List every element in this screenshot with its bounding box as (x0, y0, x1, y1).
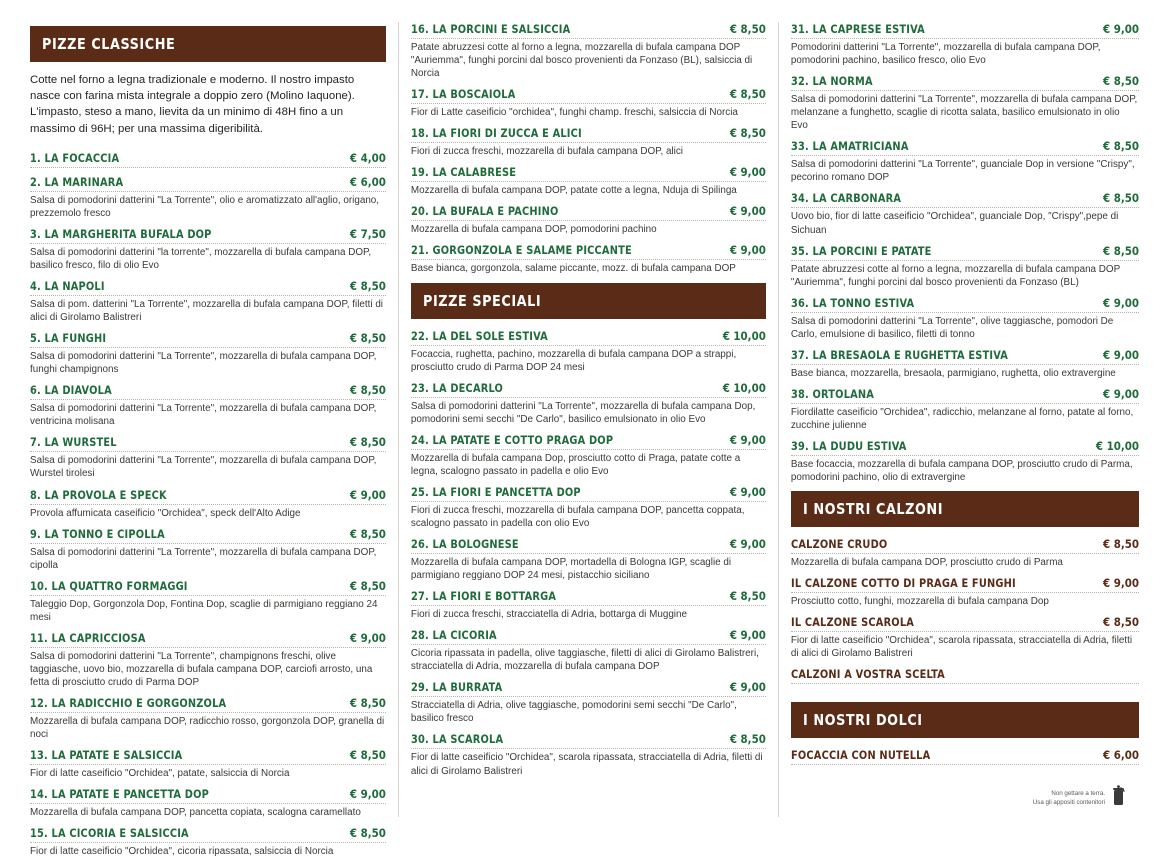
menu-item-head (411, 732, 766, 749)
menu-item-head (791, 348, 1139, 365)
menu-item-title: 5. LA FUNGHI (30, 331, 107, 346)
menu-item-description: Prosciutto cotto, funghi, mozzarella di bufala campana Dop (790, 596, 1049, 608)
menu-item (30, 527, 386, 572)
menu-item-price: € 8,50 (1103, 191, 1140, 206)
section-title: PIZZE SPECIALI (422, 291, 542, 310)
menu-item-title: 36. LA TONNO ESTIVA (790, 295, 915, 310)
menu-item-description: Mozzarella di bufala campana DOP, radicchio rosso, gorgonzola DOP, granella di noci (30, 716, 385, 741)
menu-item (791, 139, 1139, 184)
menu-item-title: FOCACCIA CON NUTELLA (790, 748, 931, 763)
section-header-pizze-speciali (411, 283, 766, 319)
menu-item (411, 87, 766, 119)
menu-item-price: € 9,00 (349, 787, 386, 802)
menu-item-description: Uovo bio, fior di latte caseificio "Orchidea", guanciale Dop, "Crispy",pepe di Sichuan (790, 211, 1119, 236)
classiche-item-list (30, 151, 386, 858)
menu-item (30, 631, 386, 689)
menu-item-description: Salsa di pom. datterini "La Torrente", mozzarella di bufala campana DOP, filetti di alici di Girolamo Balistreri (30, 299, 383, 324)
menu-item-description: Mozzarella di bufala campana DOP, patate cotte a legna, Nduja di Spilinga (410, 185, 737, 197)
menu-item-title: 15. LA CICORIA E SALSICCIA (30, 826, 189, 841)
menu-item-title: 31. LA CAPRESE ESTIVA (790, 22, 925, 36)
menu-item-head (411, 22, 766, 39)
menu-item-head (411, 165, 766, 182)
menu-item (791, 748, 1139, 765)
menu-item-title: 4. LA NAPOLI (30, 279, 105, 293)
menu-item-head (30, 331, 386, 348)
menu-item-head (30, 227, 386, 244)
menu-item-price: € 8,50 (349, 435, 386, 450)
calzoni-item-list (791, 537, 1139, 684)
menu-item-head (30, 383, 386, 400)
menu-item (791, 244, 1139, 289)
menu-item-price: € 8,50 (349, 383, 386, 398)
footer-line-1: Non gettare a terra. (1051, 790, 1106, 798)
speciali-item-list-cont (791, 22, 1139, 484)
menu-item-price: € 8,50 (349, 826, 386, 841)
menu-item-price: € 8,50 (1103, 139, 1140, 154)
menu-item-title: 26. LA BOLOGNESE (410, 537, 519, 551)
menu-item-description: Salsa di pomodorini datterini "La Torrente", mozzarella di bufala campana DOP, cipolla (30, 546, 377, 571)
menu-item-head (30, 579, 386, 596)
menu-item-title: 14. LA PATATE E PANCETTA DOP (30, 787, 210, 802)
menu-item (411, 589, 766, 621)
menu-item-description: Salsa di pomodorini datterini "La Torrente", mozzarella di bufala campana DOP, funghi champignons (30, 351, 377, 376)
menu-item (411, 243, 766, 275)
menu-item-price: € 8,50 (349, 578, 386, 593)
menu-item (30, 787, 386, 819)
menu-item (30, 175, 386, 220)
menu-item-title: 21. GORGONZOLA E SALAME PICCANTE (410, 243, 632, 258)
menu-item-head (411, 537, 766, 554)
menu-item-price: € 9,00 (729, 432, 766, 447)
menu-item-title: 38. ORTOLANA (790, 386, 874, 401)
menu-item-description: Salsa di pomodorini datterini "La Torrente", champignons freschi, olive taggiasche, uovo bio, mozzarella di bufala campana DOP, carciofi arrosto, una fetta di prosciutto crudo di Parma DOP (30, 650, 373, 688)
menu-item-title: 20. LA BUFALA E PACHINO (410, 204, 559, 219)
menu-item-price: € 10,00 (1095, 439, 1140, 453)
menu-item-description: Fiori di zucca freschi, mozzarella di bufala campana DOP, pancetta coppata, scalogno passato in padella con olio Evo (410, 504, 745, 529)
menu-item-price: € 8,50 (1103, 537, 1140, 552)
menu-item (791, 348, 1139, 380)
menu-item (411, 126, 766, 158)
menu-item (411, 433, 766, 478)
menu-item-price: € 6,00 (349, 174, 386, 189)
footer-line-2: Usa gli appositi contenitori (1032, 798, 1106, 806)
menu-item-price: € 4,00 (349, 150, 386, 165)
menu-item-title: 35. LA PORCINI E PATATE (790, 243, 932, 258)
menu-item-head (791, 387, 1139, 404)
menu-item-price: € 9,00 (1103, 576, 1140, 591)
menu-item-title: 32. LA NORMA (790, 74, 873, 89)
menu-item-description: Fiordilatte caseificio "Orchidea", radicchio, melanzane al forno, patate al forno, zucchine julienne (790, 406, 1134, 431)
section-title: I NOSTRI DOLCI (802, 711, 923, 730)
menu-item-title: 2. LA MARINARA (30, 174, 124, 189)
menu-item (411, 537, 766, 582)
menu-item-title: 3. LA MARGHERITA BUFALA DOP (30, 226, 212, 241)
menu-item-title: 16. LA PORCINI E SALSICCIA (410, 22, 571, 36)
menu-item-title: 19. LA CALABRESE (410, 165, 517, 180)
recycle-bin-icon (1111, 785, 1127, 807)
menu-item (411, 732, 766, 777)
menu-item-head (791, 22, 1139, 39)
menu-item-description: Patate abruzzesi cotte al forno a legna, mozzarella di bufala campana DOP "Auriemma", funghi porcini dal bosco provenienti da Fonzaso (BL), salsiccia di Norcia (410, 42, 753, 80)
menu-item-head (791, 296, 1139, 313)
menu-item-head (791, 667, 1139, 684)
menu-item (30, 435, 386, 480)
menu-item-price: € 9,00 (729, 484, 766, 499)
menu-item-price: € 9,00 (729, 628, 766, 643)
menu-item-price: € 8,50 (729, 22, 766, 36)
menu-item (30, 826, 386, 858)
menu-item-head (30, 175, 386, 192)
menu-item (30, 696, 386, 741)
menu-item-head (791, 537, 1139, 554)
menu-item (411, 485, 766, 530)
menu-item-head (30, 748, 386, 765)
menu-item-head (411, 243, 766, 260)
menu-item (30, 383, 386, 428)
menu-item (30, 227, 386, 272)
menu-item-price: € 8,50 (1103, 243, 1140, 258)
menu-item-head (411, 329, 766, 346)
section-header-dolci (791, 702, 1139, 738)
menu-item-price: € 9,00 (729, 243, 766, 258)
menu-item (791, 22, 1139, 67)
menu-item-title: 30. LA SCAROLA (410, 732, 504, 747)
menu-item-head (411, 680, 766, 697)
menu-item (791, 576, 1139, 608)
menu-item-price: € 9,00 (1103, 347, 1140, 362)
menu-item-title: IL CALZONE SCAROLA (790, 615, 914, 630)
menu-item (791, 296, 1139, 341)
menu-item-description: Fior di latte caseificio "Orchidea", patate, salsiccia di Norcia (30, 768, 290, 780)
menu-item-description: Fior di latte caseificio "Orchidea", cicoria ripassata, salsiccia di Norcia (30, 846, 334, 858)
menu-item (791, 191, 1139, 236)
menu-item-description: Pomodorini datterini "La Torrente", mozzarella di bufala campana DOP, pomodorini pachino, basilico fresco, olio Evo (790, 42, 1101, 67)
menu-item-title: 34. LA CARBONARA (790, 191, 901, 206)
menu-item-title: 23. LA DECARLO (410, 380, 503, 395)
menu-item-price: € 8,50 (349, 748, 386, 763)
menu-item-price: € 8,50 (349, 279, 386, 293)
menu-item-head (411, 433, 766, 450)
menu-item (791, 439, 1139, 484)
menu-item (411, 204, 766, 236)
menu-item-title: 39. LA DUDU ESTIVA (790, 439, 907, 453)
menu-item-head (30, 151, 386, 168)
menu-item-description: Fior di Latte caseificio "orchidea", funghi champ. freschi, salsiccia di Norcia (410, 107, 738, 119)
menu-item-head (30, 527, 386, 544)
menu-item-head (791, 748, 1139, 765)
column-three (778, 22, 1151, 817)
menu-item-title: 7. LA WURSTEL (30, 435, 117, 450)
menu-item (30, 151, 386, 168)
menu-item-price: € 8,50 (729, 87, 766, 102)
menu-item-head (791, 615, 1139, 632)
menu-item (30, 488, 386, 520)
menu-item-description: Cicoria ripassata in padella, olive taggiasche, filetti di alici di Girolamo Balistreri, stracciatella di Adria, mozzarella di bufala campana DOP (410, 648, 759, 673)
menu-item (30, 748, 386, 780)
dolci-item-list (791, 748, 1139, 765)
menu-item-price: € 9,00 (729, 537, 766, 551)
menu-item-title: 28. LA CICORIA (410, 628, 497, 643)
menu-item-description: Mozzarella di bufala campana DOP, prosciutto crudo di Parma (790, 557, 1063, 569)
menu-item-description: Mozzarella di bufala campana DOP, pancetta copiata, scalogna caramellato (30, 807, 361, 819)
menu-item-price: € 9,00 (729, 680, 766, 695)
menu-item-title: 9. LA TONNO E CIPOLLA (30, 526, 165, 541)
menu-item (411, 680, 766, 725)
menu-item-price: € 9,00 (1103, 295, 1140, 310)
menu-item-head (411, 589, 766, 606)
menu-item-title: 27. LA FIORI E BOTTARGA (410, 589, 557, 604)
menu-item-price: € 8,50 (1103, 615, 1140, 630)
menu-item-description: Patate abruzzesi cotte al forno a legna, mozzarella di bufala campana DOP "Auriemma", funghi porcini dal bosco provenienti da Fonzaso (BL) (790, 263, 1121, 288)
menu-item-description: Fior di latte caseificio "Orchidea", scarola ripassata, stracciatella di Adria, filetti di alici di Girolamo Balistreri (790, 635, 1133, 660)
menu-item (411, 22, 766, 80)
menu-item-title: 37. LA BRESAOLA E RUGHETTA ESTIVA (790, 347, 1008, 362)
menu-item (791, 615, 1139, 660)
menu-item-head (791, 244, 1139, 261)
section-title: PIZZE CLASSICHE (42, 35, 176, 53)
menu-item-price: € 9,00 (729, 204, 766, 219)
menu-item-head (791, 439, 1139, 456)
menu-item-title: 18. LA FIORI DI ZUCCA E ALICI (410, 126, 582, 141)
classiche-item-list-cont (411, 22, 766, 276)
menu-item-title: 12. LA RADICCHIO E GORGONZOLA (30, 696, 227, 710)
menu-item-head (791, 74, 1139, 91)
menu-item-head (411, 204, 766, 221)
menu-item-price: € 7,50 (349, 226, 386, 241)
menu-item (30, 331, 386, 376)
menu-item-description: Mozzarella di bufala campana Dop, prosciutto cotto di Praga, patate cotte a legna, scalogno passato in padella e olio Evo (410, 452, 741, 477)
menu-item (791, 537, 1139, 569)
menu-item-description: Salsa di pomodorini datterini "La Torrente", mozzarella di bufala campana Dop, pomodorini semi secchi "De Carlo", basilico emulsionato in olio Evo (410, 400, 756, 425)
menu-item-description: Mozzarella di bufala campana DOP, pomodorini pachino (410, 224, 657, 236)
menu-item-head (791, 576, 1139, 593)
menu-item-price: € 8,50 (349, 331, 386, 346)
menu-item-head (30, 787, 386, 804)
menu-item-title: CALZONI A VOSTRA SCELTA (790, 667, 945, 682)
menu-item-price: € 9,00 (1103, 386, 1140, 401)
menu-item-head (30, 826, 386, 843)
menu-item-price: € 10,00 (722, 380, 766, 395)
menu-item-title: 8. LA PROVOLA E SPECK (30, 487, 167, 502)
menu-item-description: Base bianca, gorgonzola, salame piccante, mozz. di bufala campana DOP (410, 263, 736, 275)
menu-item (411, 381, 766, 426)
menu-item-title: 11. LA CAPRICCIOSA (30, 630, 146, 645)
menu-item-head (791, 191, 1139, 208)
menu-item (791, 667, 1139, 684)
footer-note (1033, 785, 1127, 807)
menu-item-title: 33. LA AMATRICIANA (790, 139, 909, 154)
menu-item-title: 6. LA DIAVOLA (30, 383, 112, 398)
menu-item-title: IL CALZONE COTTO DI PRAGA E FUNGHI (790, 576, 1016, 591)
menu-item-head (30, 631, 386, 648)
menu-item-title: 13. LA PATATE E SALSICCIA (30, 748, 183, 763)
menu-item-price: € 9,00 (349, 487, 386, 502)
menu-item-description: Taleggio Dop, Gorgonzola Dop, Fontina Dop, scaglie di parmigiano reggiano 24 mesi (30, 598, 378, 623)
menu-item-head (411, 87, 766, 104)
menu-item-price: € 8,50 (729, 589, 766, 604)
section-header-calzoni (791, 491, 1139, 527)
menu-item-price: € 6,00 (1103, 748, 1140, 763)
menu-item (411, 329, 766, 374)
section-header-pizze-classiche (30, 26, 386, 62)
menu-item-title: 22. LA DEL SOLE ESTIVA (410, 328, 548, 343)
menu-item-price: € 10,00 (722, 328, 766, 343)
menu-item-price: € 9,00 (1103, 22, 1140, 36)
menu-item-head (411, 126, 766, 143)
menu-item-description: Base focaccia, mozzarella di bufala campana DOP, prosciutto crudo di Parma, pomodorini pachino, olio di extravergine (790, 459, 1133, 484)
menu-item-title: 24. LA PATATE E COTTO PRAGA DOP (410, 432, 614, 447)
menu-item-head (30, 279, 386, 296)
menu-item-description: Fiori di zucca freschi, mozzarella di bufala campana DOP, alici (410, 146, 683, 158)
speciali-item-list (411, 329, 766, 778)
section-title: I NOSTRI CALZONI (802, 500, 943, 519)
menu-item (30, 279, 386, 324)
menu-item-description: Mozzarella di bufala campana DOP, mortadella di Bologna IGP, scaglie di parmigiano reggiano DOP 24 mesi, pistacchio siciliano (410, 557, 732, 582)
menu-item (411, 628, 766, 673)
menu-item-price: € 9,00 (729, 165, 766, 180)
menu-item-description: Salsa di pomodorini datterini "La Torrente", guanciale Dop in versione "Crispy", pecorino romano DOP (790, 159, 1135, 184)
menu-item-title: CALZONE CRUDO (790, 537, 888, 552)
menu-item-description: Salsa di pomodorini datterini "La Torrente", mozzarella di bufala campana DOP, ventricina molisana (30, 403, 377, 428)
menu-item-description: Salsa di pomodorini datterini "La Torrente", olive taggiasche, pomodori De Carlo, emulsione di basilico, filetti di tonno (790, 315, 1114, 340)
menu-item-price: € 8,50 (729, 126, 766, 141)
menu-item-head (30, 435, 386, 452)
menu-item-title: 10. LA QUATTRO FORMAGGI (30, 578, 188, 593)
menu-item (411, 165, 766, 197)
menu-item-head (411, 628, 766, 645)
menu-item-title: 1. LA FOCACCIA (30, 150, 120, 165)
menu-item-price: € 8,50 (349, 696, 386, 710)
menu-item-title: 17. LA BOSCAIOLA (410, 87, 516, 102)
menu-item-head (30, 488, 386, 505)
menu-item-head (30, 696, 386, 713)
menu-item-description: Salsa di pomodorini datterini "La Torrente", mozzarella di bufala campana DOP, Wurstel tirolesi (30, 455, 377, 480)
menu-item-description: Salsa di pomodorini datterini "La Torrente", mozzarella di bufala campana DOP, melanzane a funghetto, scaglie di ricotta salata, basilico emulsionato in olio Evo (790, 94, 1138, 132)
menu-item-description: Focaccia, rughetta, pachino, mozzarella di bufala campana DOP a strappi, prosciutto crudo di Parma DOP 24 mesi (410, 348, 737, 373)
menu-item-description: Salsa di pomodorini datterini "la torrente", mozzarella di bufala campana DOP, basilico fresco, filo di olio Evo (30, 246, 372, 271)
menu-item-description: Fiori di zucca freschi, stracciatella di Adria, bottarga di Muggine (410, 609, 687, 621)
menu-item-description: Base bianca, mozzarella, bresaola, parmigiano, rughetta, olio extravergine (790, 367, 1116, 379)
menu-item-price: € 8,50 (349, 526, 386, 541)
menu-item-title: 29. LA BURRATA (410, 680, 503, 695)
column-one (18, 22, 398, 858)
menu-item (791, 74, 1139, 132)
menu-item-price: € 9,00 (349, 630, 386, 645)
menu-item-description: Fior di latte caseificio "Orchidea", scarola ripassata, stracciatella di Adria, filetti di alici di Girolamo Balistreri (410, 752, 763, 777)
column-two (398, 22, 778, 817)
menu-item-head (791, 139, 1139, 156)
menu-item-price: € 8,50 (729, 732, 766, 747)
menu-item (791, 387, 1139, 432)
menu-item-price: € 8,50 (1103, 74, 1140, 89)
menu-item-head (411, 485, 766, 502)
menu-item (30, 579, 386, 624)
menu-item-title: 25. LA FIORI E PANCETTA DOP (410, 484, 581, 499)
intro-paragraph: Cotte nel forno a legna tradizionale e moderno. Il nostro impasto nasce con farina mista integrale a doppio zero (Molino Iaquone). L'impasto, steso a mano, lievita da un minimo di 48H fino a un massimo di 96H; per una massima digeribilità. (30, 74, 355, 135)
menu-item-description: Stracciatella di Adria, olive taggiasche, pomodorini semi secchi "De Carlo", basilico fresco (410, 700, 737, 725)
menu-item-description: Salsa di pomodorini datterini "La Torrente", olio e aromatizzato all'aglio, origano, prezzemolo fresco (30, 194, 380, 219)
menu-item-head (411, 381, 766, 398)
menu-item-description: Provola affumicata caseificio "Orchidea", speck dell'Alto Adige (30, 507, 301, 519)
